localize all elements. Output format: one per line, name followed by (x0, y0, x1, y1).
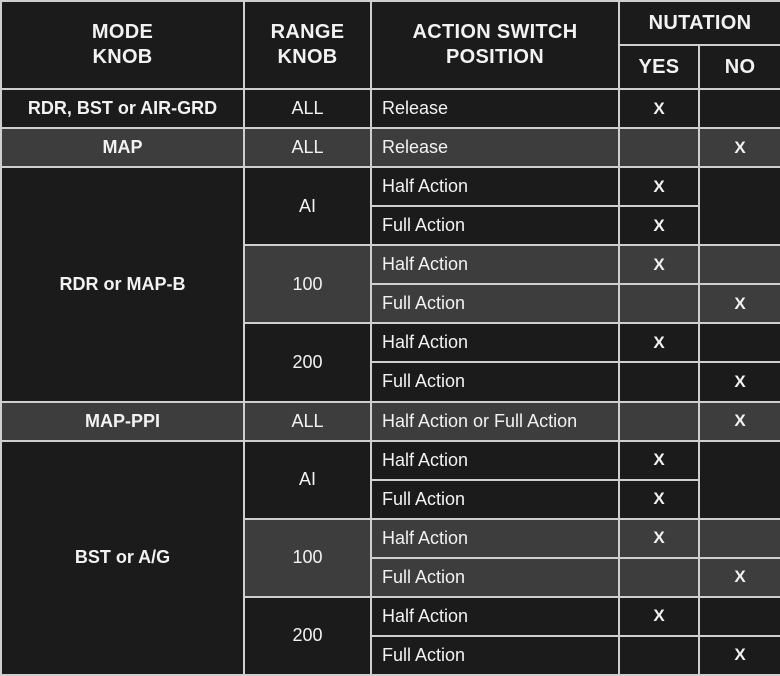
range-cell: 100 (244, 245, 371, 323)
header-action-switch-position (371, 1, 619, 89)
yes-cell (619, 284, 699, 323)
mode-cell: BST or A/G (1, 441, 244, 675)
range-cell: ALL (244, 402, 371, 441)
no-cell: X (699, 284, 780, 323)
table-row (1, 128, 780, 167)
no-cell: X (699, 558, 780, 597)
range-cell: 200 (244, 323, 371, 401)
range-cell: 100 (244, 519, 371, 597)
yes-cell: X (619, 323, 699, 362)
no-cell (699, 441, 780, 519)
yes-cell (619, 636, 699, 675)
header-mode-knob-line1: MODE (91, 21, 154, 43)
mode-cell: RDR or MAP-B (1, 167, 244, 401)
table-row (1, 167, 780, 206)
no-cell (699, 323, 780, 362)
action-cell: Release (371, 89, 619, 128)
yes-cell: X (619, 245, 699, 284)
yes-cell: X (619, 480, 699, 519)
header-mode-knob (1, 1, 244, 89)
no-cell (699, 519, 780, 558)
range-cell: AI (244, 167, 371, 245)
no-cell (699, 167, 780, 245)
no-cell (699, 597, 780, 636)
range-cell: ALL (244, 128, 371, 167)
table-row (1, 402, 780, 441)
mode-cell: MAP (1, 128, 244, 167)
table-row (1, 441, 780, 480)
action-cell: Half Action or Full Action (371, 402, 619, 441)
action-cell: Full Action (371, 206, 619, 245)
yes-cell (619, 402, 699, 441)
header-action-switch-line2: POSITION (446, 46, 544, 68)
yes-cell: X (619, 519, 699, 558)
action-cell: Half Action (371, 245, 619, 284)
action-cell: Full Action (371, 558, 619, 597)
mode-cell: RDR, BST or AIR-GRD (1, 89, 244, 128)
yes-cell: X (619, 597, 699, 636)
action-cell: Half Action (371, 519, 619, 558)
yes-cell (619, 362, 699, 401)
no-cell: X (699, 636, 780, 675)
yes-cell (619, 128, 699, 167)
action-cell: Full Action (371, 636, 619, 675)
header-nutation: NUTATION (619, 1, 780, 45)
action-cell: Half Action (371, 597, 619, 636)
range-cell: 200 (244, 597, 371, 675)
mode-cell: MAP-PPI (1, 402, 244, 441)
header-mode-knob-line2: KNOB (92, 46, 153, 68)
action-cell: Half Action (371, 167, 619, 206)
yes-cell (619, 558, 699, 597)
header-nutation-yes: YES (619, 45, 699, 89)
table-row (1, 89, 780, 128)
action-cell: Release (371, 128, 619, 167)
no-cell: X (699, 402, 780, 441)
no-cell: X (699, 362, 780, 401)
range-cell: ALL (244, 89, 371, 128)
header-range-knob-line1: RANGE (270, 21, 345, 43)
yes-cell: X (619, 441, 699, 480)
yes-cell: X (619, 206, 699, 245)
header-range-knob (244, 1, 371, 89)
no-cell: X (699, 128, 780, 167)
action-cell: Full Action (371, 362, 619, 401)
header-nutation-no: NO (699, 45, 780, 89)
action-cell: Half Action (371, 323, 619, 362)
action-cell: Full Action (371, 284, 619, 323)
no-cell (699, 89, 780, 128)
yes-cell: X (619, 167, 699, 206)
range-cell: AI (244, 441, 371, 519)
header-range-knob-line2: KNOB (277, 46, 338, 68)
action-cell: Half Action (371, 441, 619, 480)
action-cell: Full Action (371, 480, 619, 519)
yes-cell: X (619, 89, 699, 128)
no-cell (699, 245, 780, 284)
header-action-switch-line1: ACTION SWITCH (412, 21, 578, 43)
